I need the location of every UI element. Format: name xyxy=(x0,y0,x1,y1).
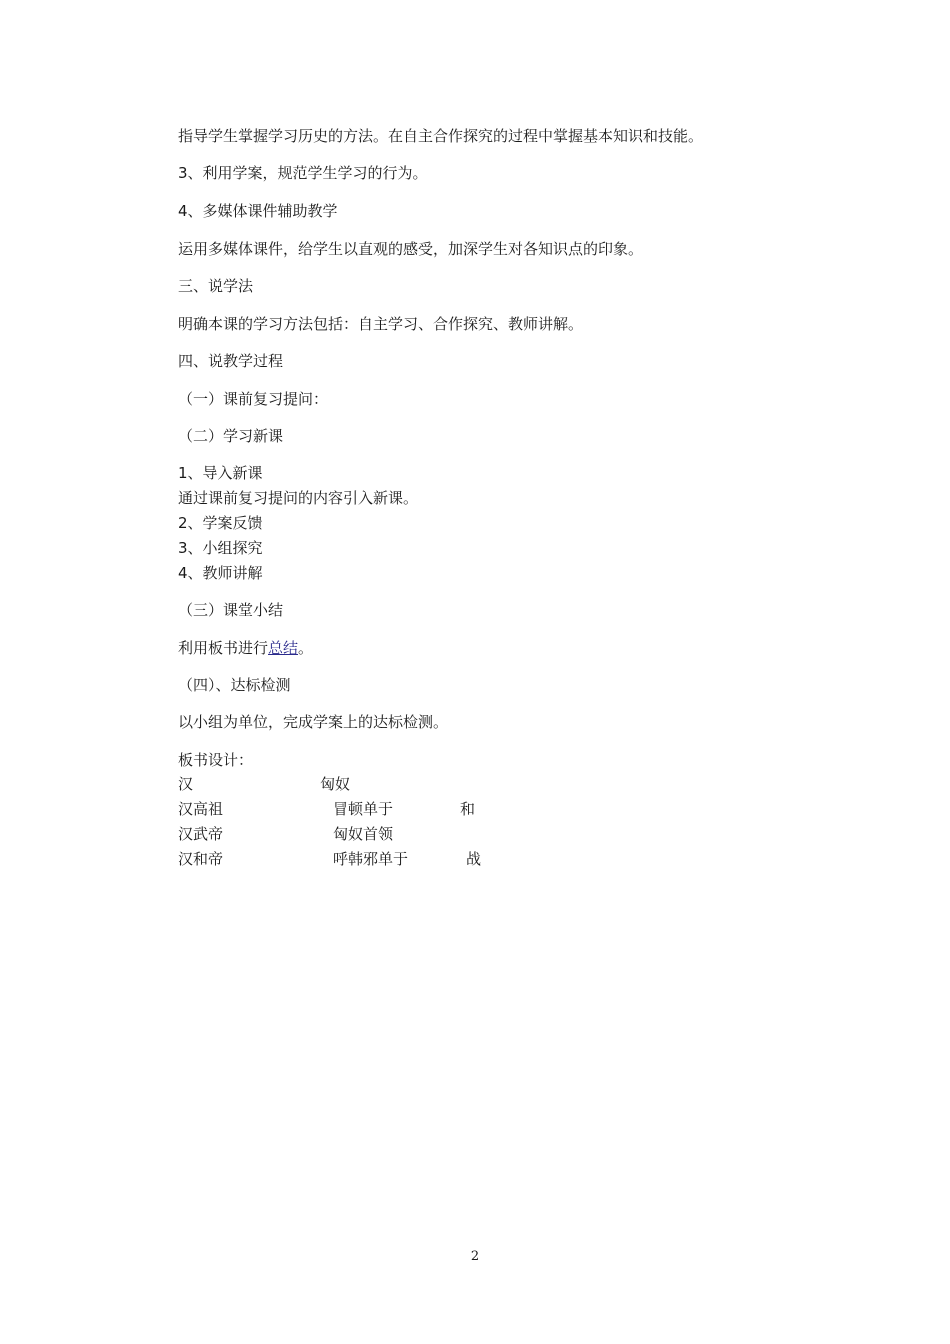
page-number: 2 xyxy=(470,1249,480,1264)
board-cell-left: 汉 xyxy=(178,775,194,793)
subsection-heading: （三）课堂小结 xyxy=(178,601,284,619)
paragraph: 以小组为单位，完成学案上的达标检测。 xyxy=(178,713,449,731)
board-cell-left: 汉高祖 xyxy=(178,800,224,818)
paragraph: 2、学案反馈 xyxy=(178,514,263,532)
paragraph-text: 利用板书进行 xyxy=(178,639,269,657)
paragraph: 运用多媒体课件，给学生以直观的感受，加深学生对各知识点的印象。 xyxy=(178,240,644,258)
board-cell-left: 汉武帝 xyxy=(178,825,224,843)
section-heading: 三、说学法 xyxy=(178,277,254,295)
section-heading: 四、说教学过程 xyxy=(178,352,284,370)
paragraph: 4、多媒体课件辅助教学 xyxy=(178,202,338,220)
board-cell-mid: 冒顿单于 xyxy=(333,800,394,818)
paragraph: 明确本课的学习方法包括：自主学习、合作探究、教师讲解。 xyxy=(178,315,584,333)
board-design-heading: 板书设计： xyxy=(178,751,254,769)
paragraph: 3、小组探究 xyxy=(178,539,263,557)
board-cell-right: 和 xyxy=(460,800,476,818)
paragraph: 3、利用学案，规范学生学习的行为。 xyxy=(178,164,428,182)
subsection-heading: （一）课前复习提问： xyxy=(178,390,329,408)
paragraph xyxy=(178,638,313,658)
board-cell-mid: 匈奴首领 xyxy=(333,825,394,843)
board-cell-right: 战 xyxy=(466,850,482,868)
paragraph: 指导学生掌握学习历史的方法。在自主合作探究的过程中掌握基本知识和技能。 xyxy=(178,127,704,145)
paragraph: 通过课前复习提问的内容引入新课。 xyxy=(178,489,419,507)
paragraph: 1、导入新课 xyxy=(178,464,263,482)
subsection-heading: （四）、达标检测 xyxy=(178,676,291,694)
summary-link[interactable]: 总结 xyxy=(268,639,299,657)
paragraph-text: 。 xyxy=(298,639,314,657)
paragraph: 4、教师讲解 xyxy=(178,564,263,582)
subsection-heading: （二）学习新课 xyxy=(178,427,284,445)
board-cell-left: 汉和帝 xyxy=(178,850,224,868)
board-cell-mid: 匈奴 xyxy=(320,775,351,793)
board-cell-mid: 呼韩邪单于 xyxy=(333,850,409,868)
